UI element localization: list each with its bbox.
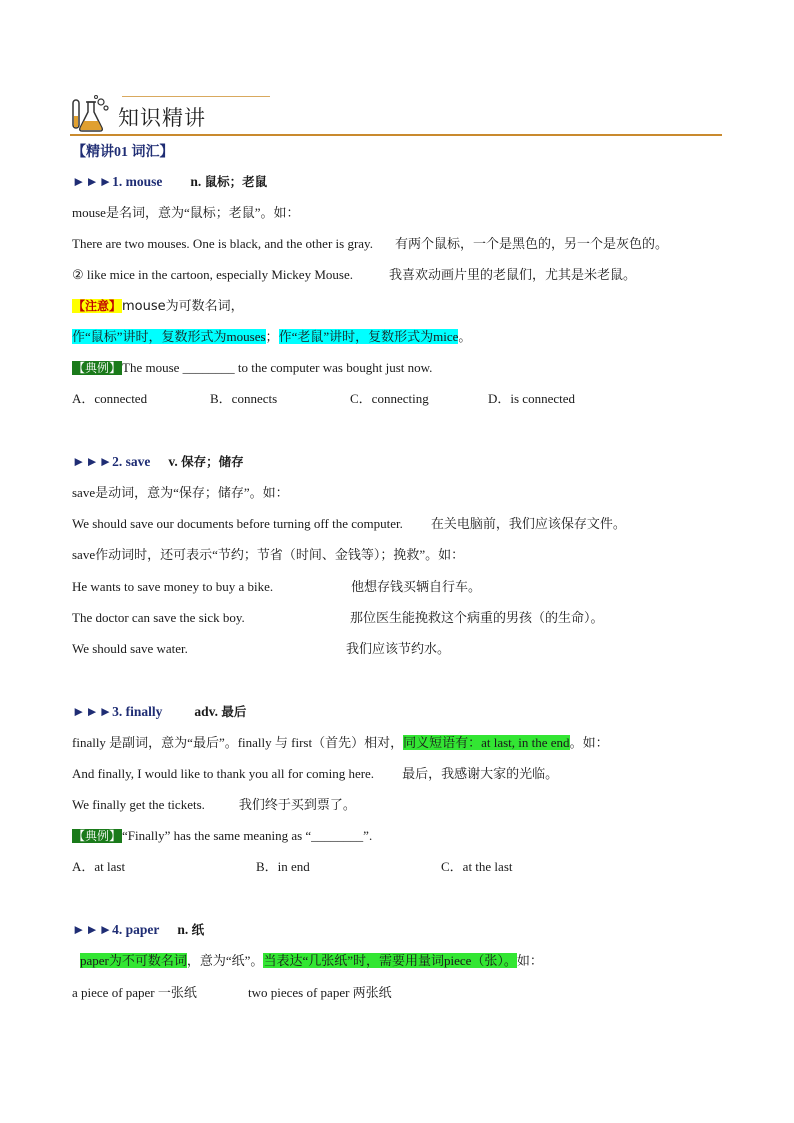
note-tag: 【注意】 (73, 299, 122, 313)
s3-word: ►►►3. finally (72, 704, 163, 719)
s2-example-4 (72, 640, 450, 659)
s1-meaning: 鼠标；老鼠 (204, 174, 268, 189)
s1-example-1 (72, 235, 668, 254)
note-end: 。 (458, 329, 472, 344)
s1-example-2 (72, 266, 636, 285)
header-bottom-rule (70, 134, 722, 136)
s3-option-c: C．at the last (441, 859, 513, 874)
s4-mid: ，意为“纸”。 (186, 953, 264, 968)
s4-pos: n. (177, 922, 189, 937)
s2-ex3-cn: 那位医生能挽救这个病重的男孩（的生命）。 (350, 611, 604, 626)
s3-pos: adv. (194, 704, 218, 719)
s4-heading (72, 921, 204, 939)
lab-flask-icon (70, 94, 112, 134)
s1-intro: mouse是名词，意为“鼠标；老鼠”。如： (72, 205, 300, 220)
note-plural-mouse-b: mouses (226, 329, 266, 344)
s1-option-d: D．is connected (488, 391, 576, 406)
s2-example-1 (72, 515, 626, 534)
s1-ex1-cn: 有两个鼠标，一个是黑色的，另一个是灰色的。 (394, 237, 668, 252)
s1-option-a: A．connected (72, 391, 148, 406)
s4-hl-piece: piece（张）。 (443, 953, 517, 968)
s3-option-b: B．in end (256, 859, 310, 874)
s1-example-question (72, 359, 432, 377)
s4-examples (72, 984, 392, 1002)
example-tag: 【典例】 (73, 361, 122, 375)
s3-ex1-en: And finally, I would like to thank you all for coming here. (72, 766, 375, 781)
s2-ex2-en: He wants to save money to buy a bike. (72, 579, 274, 594)
s4-end: 如： (516, 953, 543, 968)
s2-example-3 (72, 609, 604, 628)
s1-option-b: B．connects (210, 391, 278, 406)
s2-ex4-cn: 我们应该节约水。 (346, 642, 451, 657)
s2-ex2-cn: 他想存钱买辆自行车。 (351, 580, 482, 595)
s2-heading (72, 453, 244, 471)
s2-ex4-en: We should save water. (72, 641, 188, 656)
s3-ex2-en: We finally get the tickets. (72, 797, 205, 812)
s3-question: “Finally” has the same meaning as “________”. (122, 828, 373, 843)
s2-intro: save是动词，意为“保存；储存”。如： (72, 485, 289, 500)
s2-example-2 (72, 578, 481, 597)
s2-ex3-en: The doctor can save the sick boy. (72, 610, 245, 625)
s4-ex1: a piece of paper 一张纸 (72, 985, 197, 1000)
note-plural-mouse-a: 作“鼠标”讲时，复数形式为 (72, 329, 227, 344)
s1-word: ►►►1. mouse (72, 174, 163, 189)
s3-heading (72, 703, 246, 721)
s3-synonyms: 同义短语有：at last, in the end (403, 735, 570, 750)
header-top-rule (122, 96, 270, 97)
s2-pos: v. (168, 454, 178, 469)
s1-note-text: mouse为可数名词， (122, 299, 244, 314)
section-label: 【精讲01 词汇】 (72, 145, 174, 160)
s3-intro-b: 。如： (569, 735, 609, 750)
s1-ex2-cn: 我喜欢动画片里的老鼠们，尤其是米老鼠。 (388, 268, 636, 283)
s1-option-c: C．connecting (350, 391, 429, 406)
s4-intro (80, 952, 543, 970)
s2-intro-2: save作动词时，还可表示“节约；节省（时间、金钱等）；挽救”。如： (72, 547, 465, 562)
s4-hl-uncountable: 为不可数名词 (108, 953, 187, 968)
s3-intro-a: finally 是副词，意为“最后”。finally 与 first（首先）相对， (72, 735, 404, 750)
s1-ex1-en: There are two mouses. One is black, and the other is gray. (72, 236, 373, 251)
s2-ex1-cn: 在关电脑前，我们应该保存文件。 (430, 517, 626, 532)
s3-example-2 (72, 796, 356, 815)
section-header (70, 90, 722, 138)
s1-heading (72, 173, 267, 191)
s4-word: ►►►4. paper (72, 922, 160, 937)
s3-options (72, 858, 513, 876)
s3-meaning: 最后 (221, 704, 247, 719)
s1-note-plurals (72, 328, 471, 346)
example-tag: 【典例】 (73, 829, 122, 843)
s2-word: ►►►2. save (72, 454, 151, 469)
s1-pos: n. (190, 174, 202, 189)
note-plural-rat-a: 作“老鼠”讲时，复数形式为 (278, 329, 434, 344)
s4-hl-word: paper (80, 953, 109, 968)
s2-meaning: 保存；储存 (181, 454, 244, 469)
s3-intro (72, 734, 609, 752)
s3-example-question (72, 827, 372, 845)
s4-meaning: 纸 (191, 922, 205, 937)
s3-option-a: A．at last (72, 859, 126, 874)
note-plural-rat-b: mice (433, 329, 459, 344)
s3-ex2-cn: 我们终于买到票了。 (238, 798, 356, 813)
note-separator: ； (265, 329, 279, 344)
s2-ex1-en: We should save our documents before turning off the computer. (72, 516, 403, 531)
header-title: 知识精讲 (118, 106, 206, 130)
s3-example-1 (72, 765, 558, 784)
s1-note (72, 297, 244, 316)
s1-ex2-en: ② like mice in the cartoon, especially Mickey Mouse. (72, 267, 353, 282)
s3-ex1-cn: 最后，我感谢大家的光临。 (402, 767, 559, 782)
s4-hl-measure: 当表达“几张纸”时，需要用量词 (263, 953, 444, 968)
s1-question: The mouse ________ to the computer was bought just now. (122, 360, 433, 375)
s4-ex2: two pieces of paper 两张纸 (248, 985, 392, 1000)
s1-options (72, 390, 575, 408)
